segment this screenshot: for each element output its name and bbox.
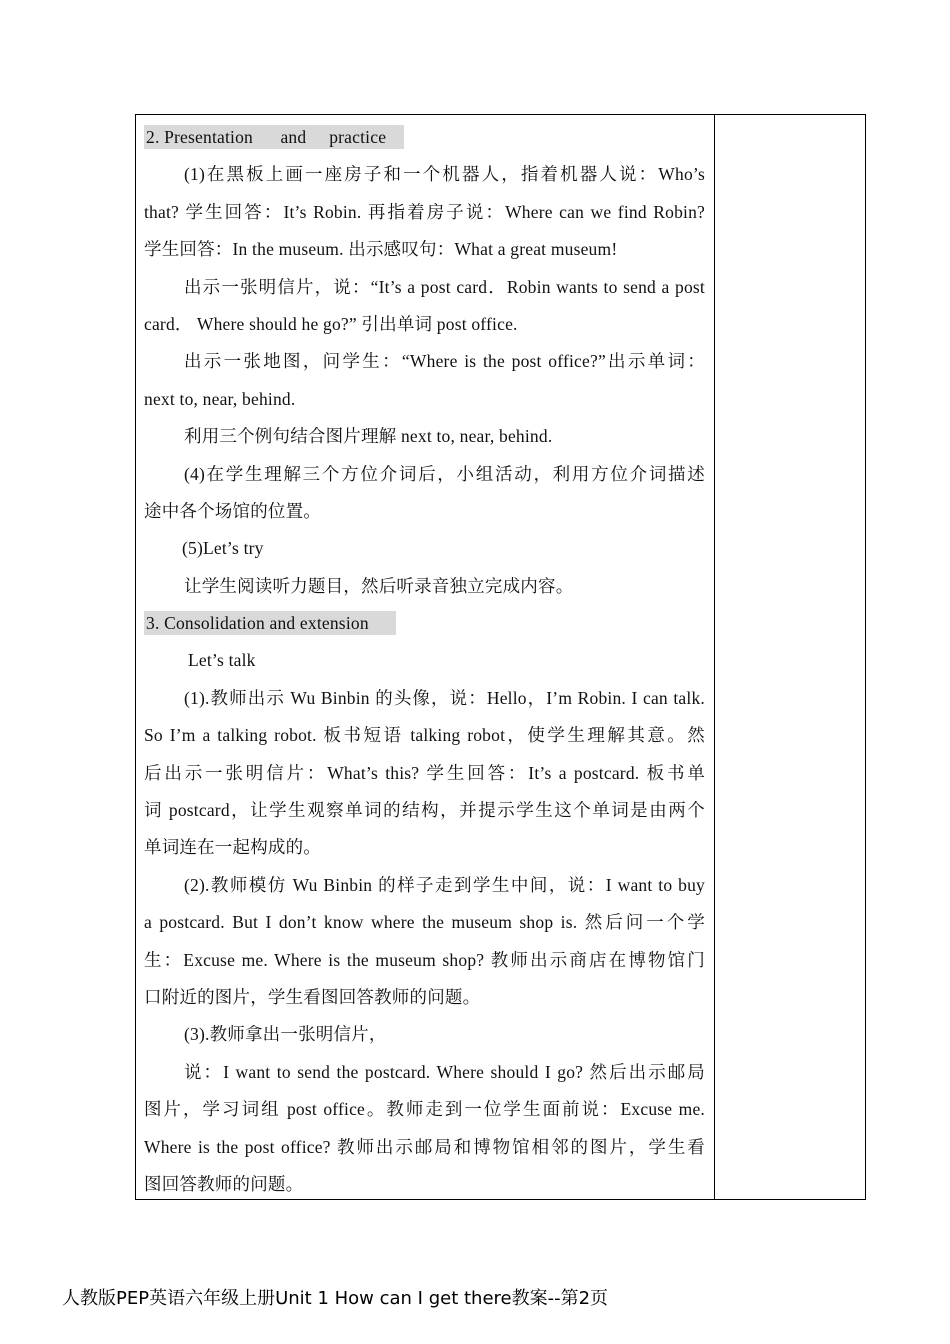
s2-line-4: 出示一张明信片，说：“It’s a post card．Robin wants to send a post	[184, 276, 705, 297]
s2-line-11: (5)Let’s try	[182, 538, 264, 559]
s3-line-10: (3).教师拿出一张明信片，	[184, 1024, 387, 1045]
s2-line-12: 让学生阅读听力题目，然后听录音独立完成内容。	[184, 575, 574, 596]
section-3-heading-row	[144, 605, 705, 642]
s2-line-9: (4)在学生理解三个方位介词后，小组活动，利用方位介词描述	[184, 463, 705, 484]
s3-line-14: 图回答教师的问题。	[144, 1173, 304, 1194]
s2-line-7: next to, near, behind.	[144, 388, 296, 409]
s3-line-9: 口附近的图片，学生看图回答教师的问题。	[144, 986, 481, 1007]
s2-line-10: 途中各个场馆的位置。	[144, 500, 321, 521]
section-3-subheading: Let’s talk	[188, 650, 256, 671]
section-2-heading: 2. Presentation and practice	[144, 125, 404, 149]
section-2-heading-row	[144, 119, 705, 156]
lesson-table	[135, 114, 866, 1200]
s3-line-2: So I’m a talking robot. 板书短语 talking robot，使学生理解其意。然	[144, 725, 705, 746]
s3-line-6: (2).教师模仿 Wu Binbin 的样子走到学生中间，说：I want to buy	[184, 874, 705, 895]
section-3-heading: 3. Consolidation and extension	[144, 611, 396, 635]
page-footer: 人教版PEP英语六年级上册Unit 1 How can I get there教案--第2页	[62, 1288, 609, 1309]
s2-line-1: (1)在黑板上画一座房子和一个机器人，指着机器人说：Who’s	[184, 164, 705, 185]
s3-line-5: 单词连在一起构成的。	[144, 837, 321, 858]
s3-line-11: 说：I want to send the postcard. Where should I go? 然后出示邮局	[184, 1061, 705, 1082]
s2-line-6: 出示一张地图，问学生：“Where is the post office?”出示单词：	[184, 351, 705, 372]
s3-line-1: (1).教师出示 Wu Binbin 的头像，说：Hello，I’m Robin. I can talk.	[184, 687, 705, 708]
s3-line-8: 生：Excuse me. Where is the museum shop? 教师出示商店在博物馆门	[144, 949, 705, 970]
s3-line-3: 后出示一张明信片：What’s this? 学生回答：It’s a postcard. 板书单	[144, 762, 705, 783]
s3-line-7: a postcard. But I don’t know where the museum shop is. 然后问一个学	[144, 912, 705, 933]
s3-line-4: 词 postcard，让学生观察单词的结构，并提示学生这个单词是由两个	[144, 800, 705, 821]
s2-line-3: 学生回答：In the museum. 出示感叹句：What a great museum!	[144, 239, 618, 260]
s2-line-5: card． Where should he go?” 引出单词 post office.	[144, 313, 518, 334]
s2-line-8: 利用三个例句结合图片理解 next to, near, behind.	[184, 426, 553, 447]
lesson-content-cell	[144, 119, 705, 1203]
column-divider	[714, 115, 715, 1199]
s2-line-2: that? 学生回答：It’s Robin. 再指着房子说：Where can we find Robin?	[144, 201, 705, 222]
s3-line-12: 图片，学习词组 post office。教师走到一位学生面前说：Excuse me.	[144, 1099, 705, 1120]
s3-line-13: Where is the post office? 教师出示邮局和博物馆相邻的图片，学生看	[144, 1136, 705, 1157]
